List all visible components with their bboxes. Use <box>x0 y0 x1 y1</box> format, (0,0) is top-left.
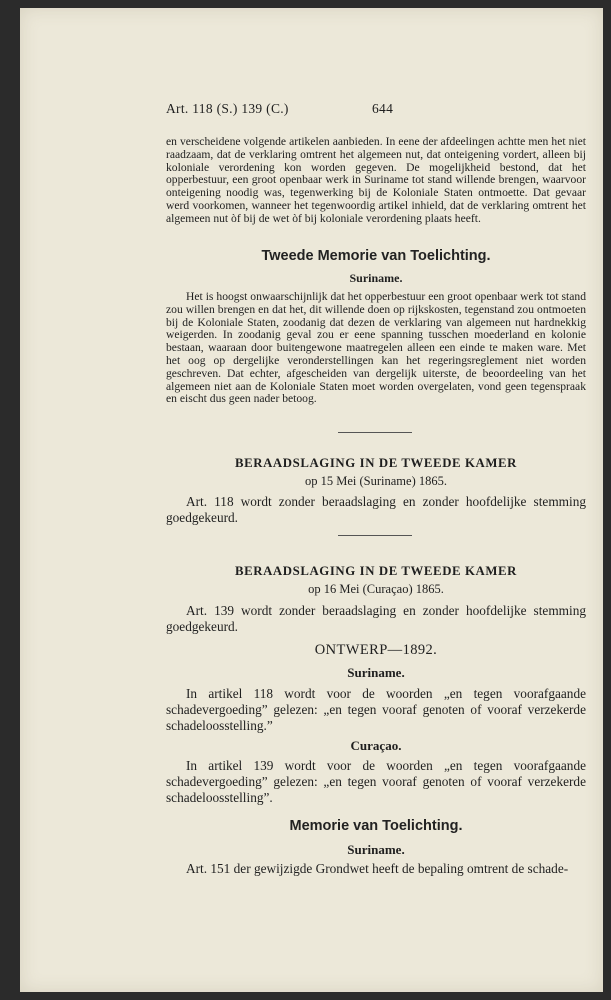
ontwerp-suriname-body <box>166 686 586 734</box>
tweede-memorie-subtitle: Suriname. <box>349 271 403 285</box>
book-page <box>20 8 603 992</box>
ontwerp-suriname-paragraph: In artikel 118 wordt voor de woorden „en tegen voorafgaande schadevergoeding” gelezen: „en tegen vooraf genoten of vooraf verzekerde schadeloosstelling.” <box>166 686 586 733</box>
beraadslaging-1-body <box>166 494 586 526</box>
text-column <box>166 8 586 992</box>
ontwerp-curacao-body <box>166 758 586 806</box>
ontwerp-sub-suriname: Suriname. <box>347 665 405 680</box>
beraadslaging-1-paragraph: Art. 118 wordt zonder beraadslaging en zonder hoofdelijke stemming goedgekeurd. <box>166 494 586 525</box>
beraadslaging-2-paragraph: Art. 139 wordt zonder beraadslaging en zonder hoofdelijke stemming goedgekeurd. <box>166 603 586 634</box>
section-intro <box>166 136 586 226</box>
ontwerp-curacao-paragraph: In artikel 139 wordt voor de woorden „en tegen voorafgaande schadevergoeding” gelezen: „en tegen vooraf genoten of vooraf verzekerde schadeloosstelling”. <box>166 758 586 805</box>
tweede-memorie-title: Tweede Memorie van Toelichting. <box>261 248 491 264</box>
memorie-body <box>166 861 586 877</box>
ontwerp-title: ONTWERP—1892. <box>314 642 438 658</box>
ontwerp-sub-curacao: Curaçao. <box>350 738 402 753</box>
memorie-subtitle: Suriname. <box>347 842 405 857</box>
beraadslaging-2-title: BERAADSLAGING IN DE TWEEDE KAMER <box>234 564 518 578</box>
tweede-memorie-paragraph: Het is hoogst onwaarschijnlijk dat het opperbestuur een groot openbaar werk tot stand zou willen brengen en dat het, dit willende doen op rijkskosten, tegenstand zou ontmoeten bij de Koloniale Staten, zoodanig dat dezen de verklaring van algemeen nut hardnekkig weigerden. In zoodanig geval zou er eene spanning tusschen moederland en kolonie bestaan, waaraan door buitengewone maatregelen alleen een einde te maken ware. Met het oog op dergelijke veronderstellingen kan het regeringsreglement niet worden geschreven. Dat echter, afgescheiden van dergelijk uiterste, de beoordeeling van het algemeen niet aan de Koloniale Staten moet worden overgelaten, vond geen tegenspraak en eischt dus geen nader betoog. <box>166 290 586 406</box>
intro-paragraph: en verscheidene volgende artikelen aanbieden. In eene der afdeelingen achtte men het niet raadzaam, dat de verklaring omtrent het algemeen nut, dat onteigening vordert, alleen bij koloniale verordening kon worden gegeven. De mogelijkheid bestond, dat het opperbestuur, een groot openbaar werk in Suriname tot stand willende brengen, waarvoor onteigening noodig was, tegenwerking bij de Koloniale Staten ontmoette. Dat gevaar werd voorkomen, wanneer het tegenwoordig artikel inhield, dat de verklaring omtrent het algemeen nut òf bij de wet òf bij koloniale verordening plaats heeft. <box>166 135 586 225</box>
memorie-paragraph: Art. 151 der gewijzigde Grondwet heeft de bepaling omtrent de schade- <box>186 861 569 876</box>
beraadslaging-1-date: op 15 Mei (Suriname) 1865. <box>305 474 447 488</box>
tweede-memorie-body <box>166 291 586 406</box>
page-number: 644 <box>372 101 394 116</box>
section-divider <box>338 432 412 433</box>
section-divider <box>338 535 412 536</box>
memorie-title: Memorie van Toelichting. <box>289 818 463 834</box>
beraadslaging-1-title: BERAADSLAGING IN DE TWEEDE KAMER <box>234 456 518 470</box>
running-head-article: Art. 118 (S.) 139 (C.) <box>166 101 289 116</box>
beraadslaging-2-body <box>166 603 586 635</box>
beraadslaging-2-date: op 16 Mei (Curaçao) 1865. <box>308 582 444 596</box>
